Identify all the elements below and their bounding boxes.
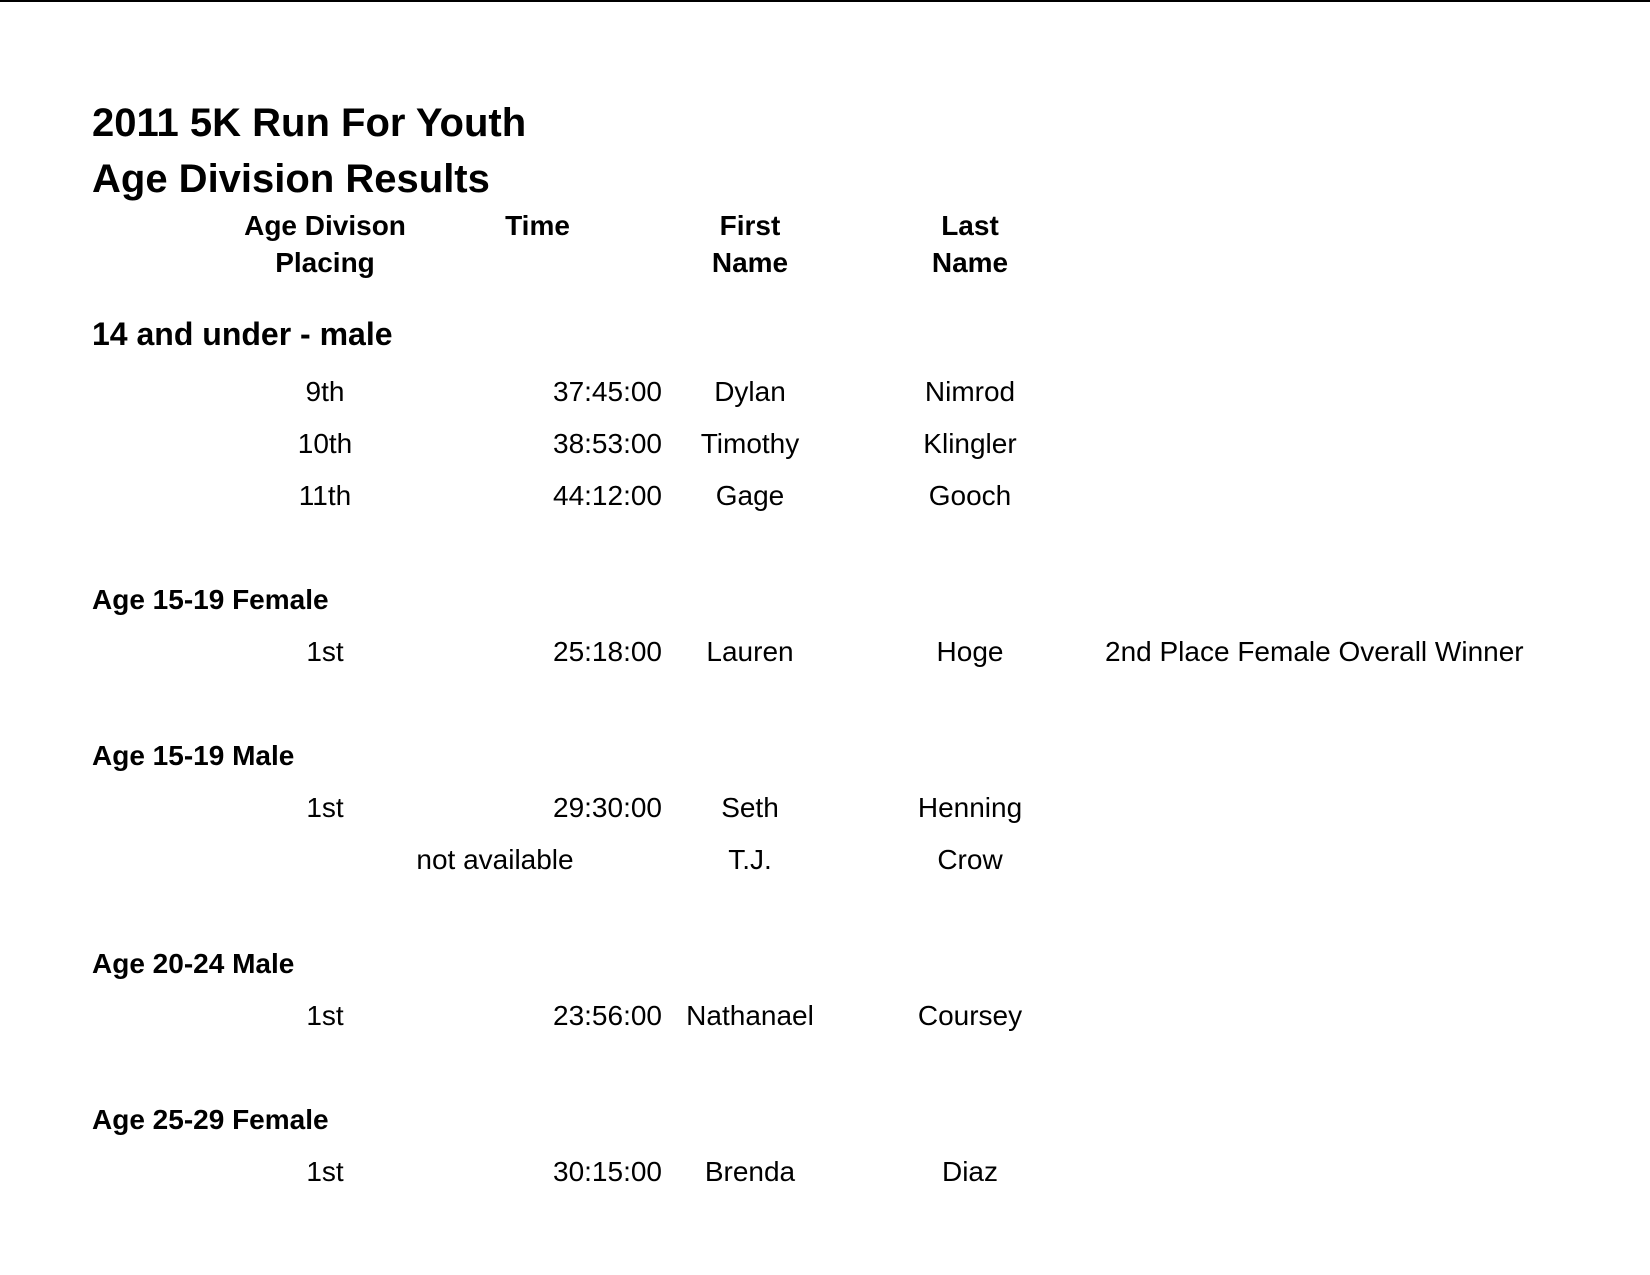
- last-name-cell: Diaz: [941, 1156, 998, 1187]
- last-name-cell: Nimrod: [924, 376, 1016, 407]
- division-heading: Age 20-24 Male: [92, 948, 295, 979]
- first-name-cell: Dylan: [714, 376, 786, 407]
- placing-cell: 11th: [298, 480, 352, 511]
- first-name-cell: Gage: [715, 480, 785, 511]
- last-name-cell: Klingler: [923, 428, 1017, 459]
- placing-cell: 1st: [306, 792, 344, 823]
- result-row: [0, 998, 1650, 1034]
- column-header-first-line2: Name: [711, 247, 789, 278]
- first-name-cell: Nathanael: [686, 1000, 814, 1031]
- placing-cell: 1st: [306, 1000, 344, 1031]
- column-header-last-name: [870, 207, 1070, 281]
- time-cell: 44:12:00: [553, 480, 662, 511]
- time-cell: 38:53:00: [553, 428, 662, 459]
- first-name-cell: Brenda: [704, 1156, 796, 1187]
- placing-cell: 1st: [306, 636, 344, 667]
- placing-cell: 9th: [305, 376, 345, 407]
- last-name-cell: Gooch: [928, 480, 1012, 511]
- column-header-first-name: [660, 207, 840, 281]
- time-cell: 29:30:00: [553, 792, 662, 823]
- top-border-line: [0, 0, 1650, 2]
- result-row: [0, 1154, 1650, 1190]
- first-name-cell: Seth: [721, 792, 779, 823]
- first-name-cell: T.J.: [728, 844, 772, 875]
- result-row: [0, 374, 1650, 410]
- result-row: [0, 426, 1650, 462]
- page-title: 2011 5K Run For Youth: [92, 101, 527, 145]
- result-row: [0, 790, 1650, 826]
- column-header-first-line1: First: [719, 210, 781, 241]
- last-name-cell: Henning: [917, 792, 1023, 823]
- column-header-last-line1: Last: [941, 210, 999, 241]
- column-header-placing-line1: Age Divison: [244, 210, 406, 241]
- column-header-placing: [200, 207, 450, 281]
- division-heading: Age 15-19 Female: [92, 584, 329, 615]
- first-name-cell: Lauren: [706, 636, 794, 667]
- column-header-placing-line2: Placing: [275, 247, 375, 278]
- column-header-last-line2: Name: [931, 247, 1009, 278]
- last-name-cell: Hoge: [936, 636, 1004, 667]
- result-row: [0, 842, 1650, 878]
- placing-cell: 1st: [306, 1156, 344, 1187]
- time-cell: 37:45:00: [553, 376, 662, 407]
- placing-cell: 10th: [297, 428, 353, 459]
- last-name-cell: Crow: [937, 844, 1003, 875]
- division-heading: Age 15-19 Male: [92, 740, 295, 771]
- result-row: [0, 634, 1650, 670]
- column-header-time-line1: Time: [505, 210, 570, 241]
- result-row: [0, 478, 1650, 514]
- time-cell: 25:18:00: [553, 636, 662, 667]
- first-name-cell: Timothy: [700, 428, 800, 459]
- division-heading: Age 25-29 Female: [92, 1104, 329, 1135]
- time-cell: 30:15:00: [553, 1156, 662, 1187]
- time-not-available-cell: not available: [416, 844, 574, 875]
- note-cell: 2nd Place Female Overall Winner: [1105, 636, 1524, 667]
- time-cell: 23:56:00: [553, 1000, 662, 1031]
- division-heading: 14 and under - male: [92, 316, 393, 352]
- last-name-cell: Coursey: [917, 1000, 1023, 1031]
- column-header-time: [440, 207, 635, 244]
- page-subtitle: Age Division Results: [92, 157, 490, 201]
